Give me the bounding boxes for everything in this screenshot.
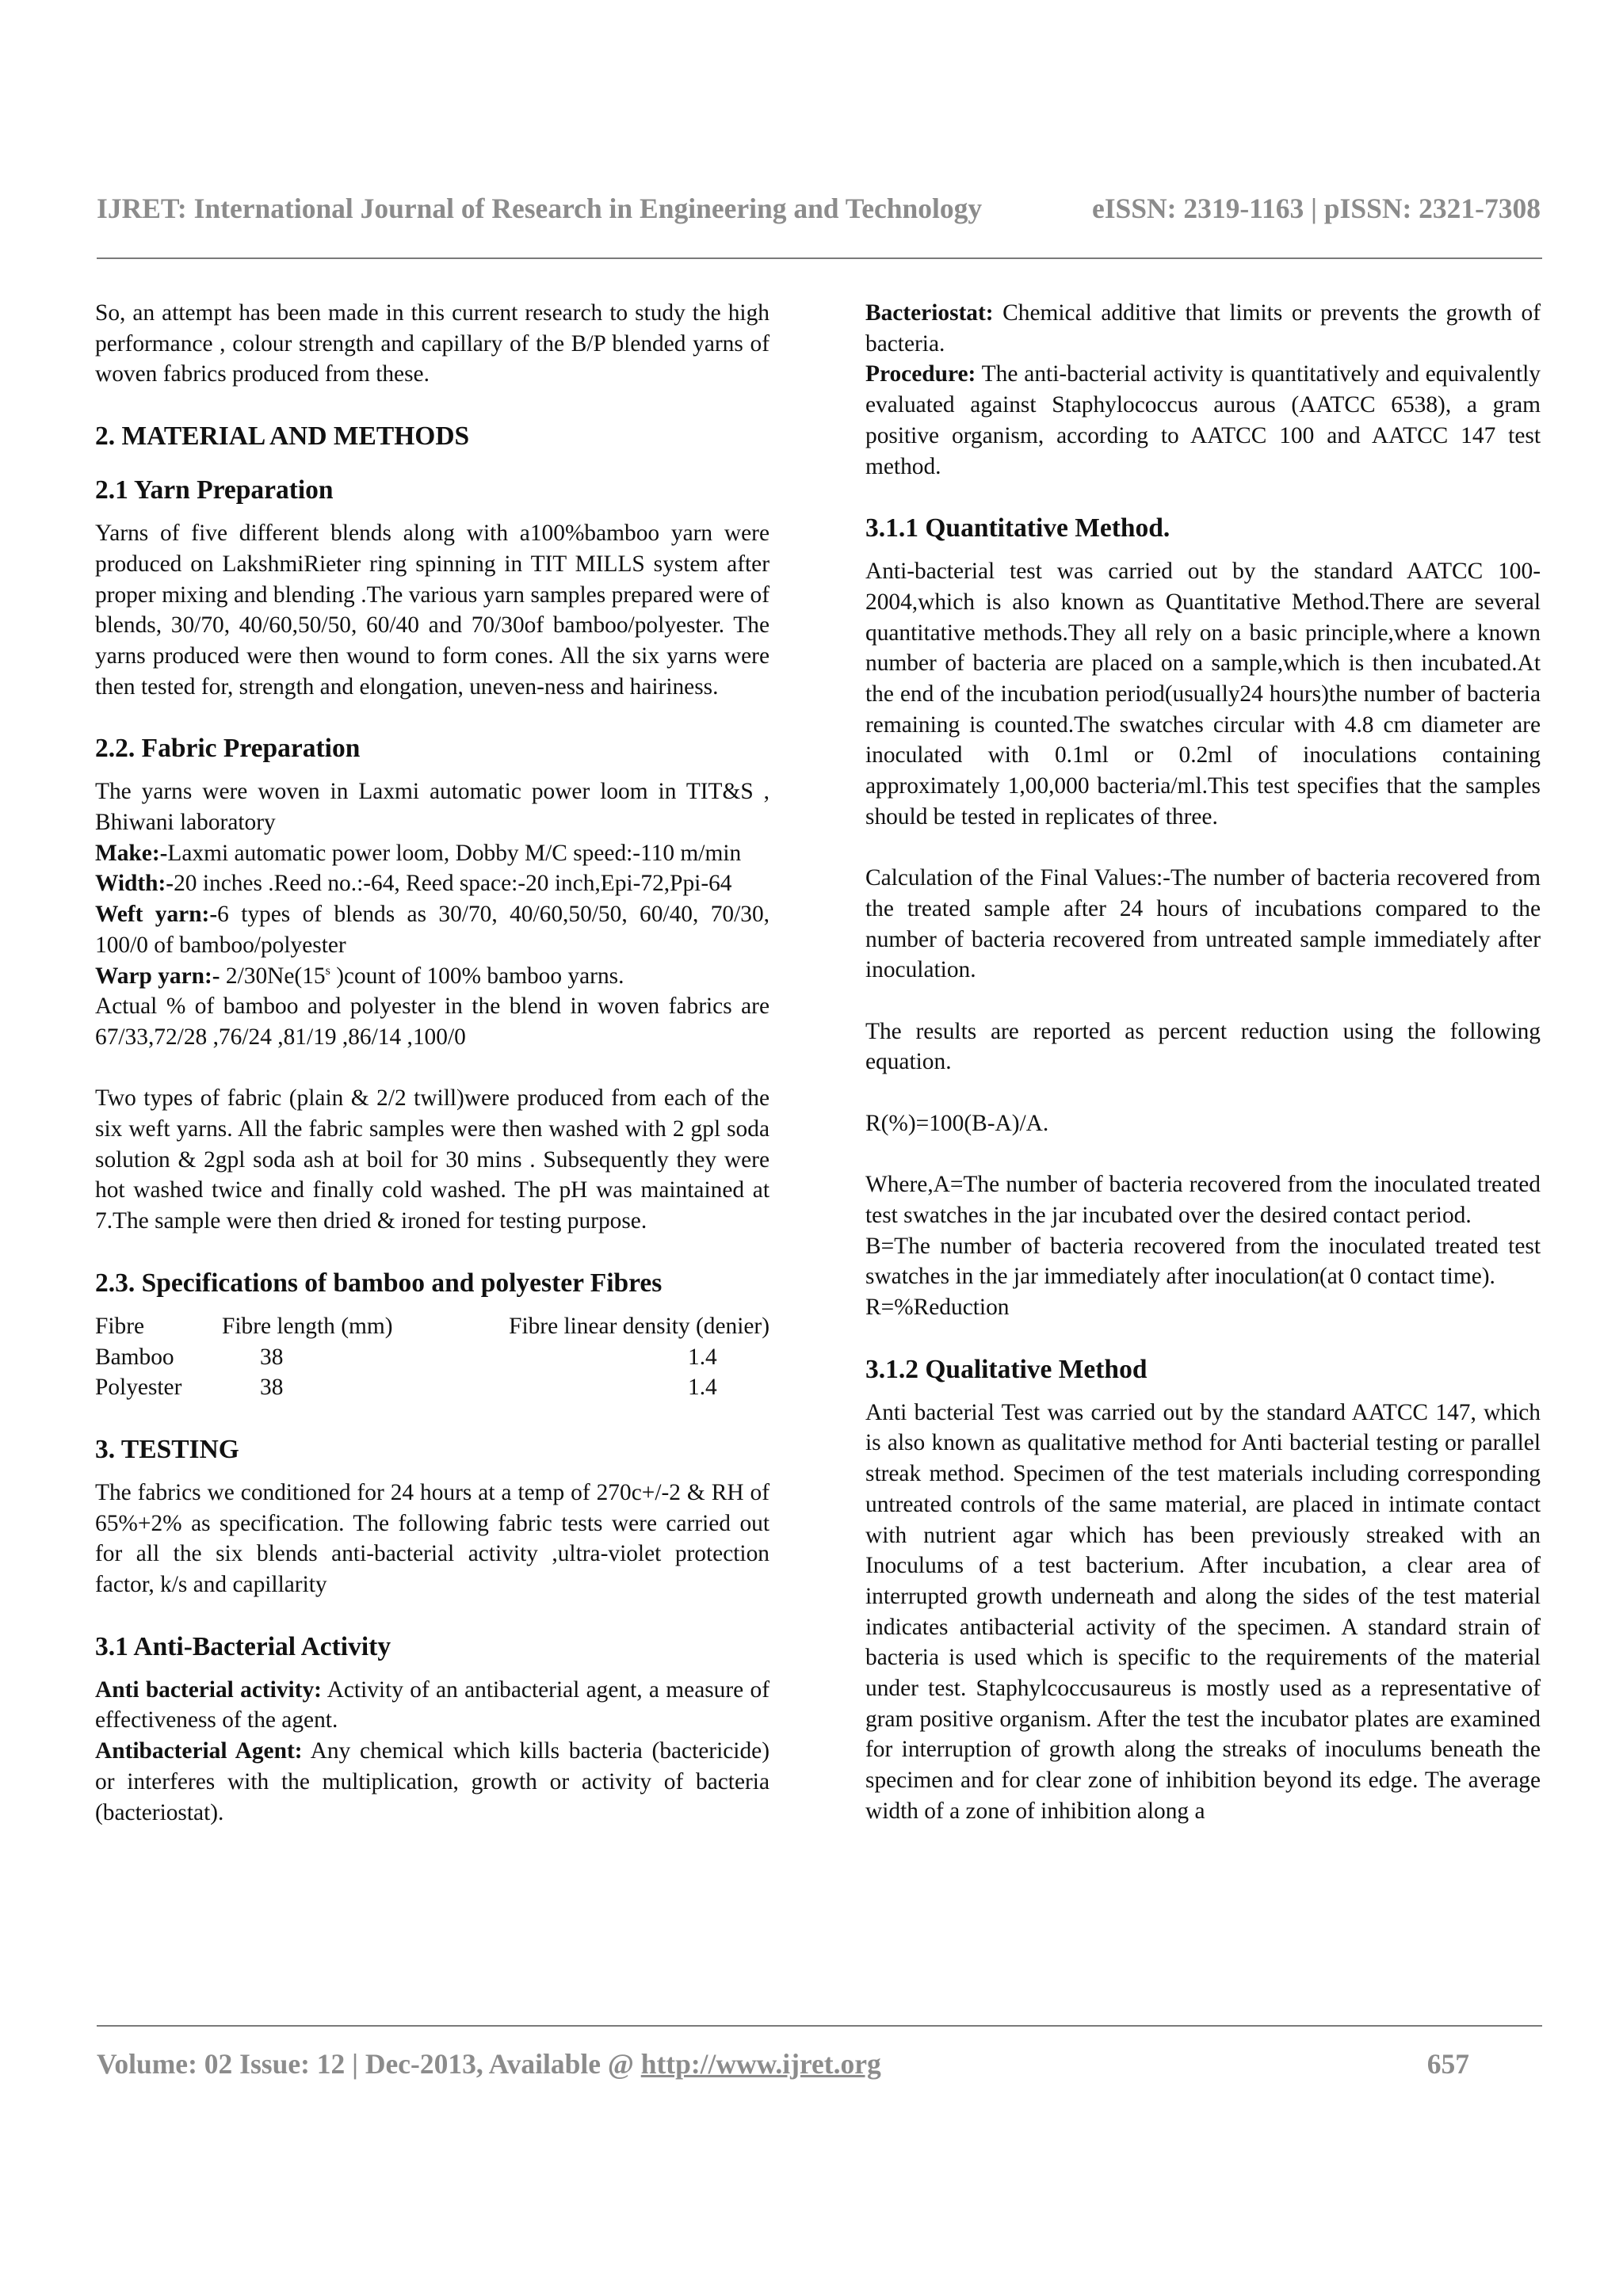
quantitative-paragraph: Anti-bacterial test was carried out by the standard AATCC 100-2004,which is also known as Quantitative Method.There are several quantitative methods.They all rely on a basic principle,where a known number of bacteria are placed on a sample,which is then incubated.At the end of the incubation period(usually24 hours)the number of bacteria remaining is counted.The swatches circular with 4.8 cm diameter are inoculated with 0.1ml or 0.2ml of inoculations containing approximately 1,00,000 bacteria/ml.This test specifies that the samples should be tested in replicates of three. [865,559,1541,830]
spec-cell-length: 38 [260,1375,284,1401]
page-number: 657 [1426,2048,1469,2080]
weft-text: 6 types of blends as 30/70, 40/60,50/50, 60/40, 70/30, 100/0 of bamboo/polyester [95,902,769,958]
section-heading-testing: 3. TESTING [95,1434,239,1464]
proc-label: Procedure: [865,361,976,387]
spec-cell-density: 1.4 [688,1375,717,1401]
volume-info [97,2047,881,2081]
bstat-text: Chemical additive that limits or prevents the growth of bacteria. [865,300,1541,357]
weft-line [95,899,769,960]
issn-info: eISSN: 2319-1163 | pISSN: 2321-7308 [1091,193,1541,224]
section-heading-spec: 2.3. Specifications of bamboo and polyester Fibres [95,1268,663,1298]
spec-header-length: Fibre length (mm) [222,1313,393,1339]
spec-cell-fibre: Polyester [95,1375,182,1401]
abact-text: Activity of an antibacterial agent, a measure of effectiveness of the agent. [95,1676,769,1733]
left-column [95,298,769,1828]
warp-label: Warp yarn:- [95,963,220,989]
spec-cell-length: 38 [260,1344,284,1370]
section-heading-yarn: 2.1 Yarn Preparation [95,475,334,505]
abact-label: Anti bacterial activity: [95,1676,322,1703]
section-heading-quantitative: 3.1.1 Quantitative Method. [865,513,1170,543]
section-heading-antibacterial: 3.1 Anti-Bacterial Activity [95,1631,391,1661]
results-paragraph: The results are reported as percent reduction using the following equation. [865,1018,1541,1075]
procedure-paragraph [865,359,1541,482]
weft-label: Weft yarn:- [95,902,218,928]
make-label: Make:- [95,840,168,866]
section-heading-qualitative: 3.1.2 Qualitative Method [865,1354,1148,1384]
proc-text: The anti-bacterial activity is quantitatively and equivalently evaluated against Staphylococcus aurous (AATCC 6538), a gram positive organism, according to AATCC 100 and AATCC 147 test method. [865,361,1541,479]
make-text: Laxmi automatic power loom, Dobby M/C speed:-110 m/min [167,840,742,866]
antibacterial-agent-def [95,1736,769,1828]
bstat-label: Bacteriostat: [865,300,994,326]
agent-label: Antibacterial Agent: [95,1738,303,1764]
running-footer [97,2047,1469,2081]
where-b-definition: B=The number of bacteria recovered from the inoculated treated test swatches in the jar immediately after inoculation(at 0 contact time). [865,1233,1541,1290]
running-header [97,192,1541,225]
calculation-paragraph: Calculation of the Final Values:-The number of bacteria recovered from the treated sample after 24 hours of incubations compared to the number of bacteria recovered from untreated sample immediately after inoculation. [865,865,1541,983]
actual-blend-paragraph: Actual % of bamboo and polyester in the blend in woven fabrics are 67/33,72/28 ,76/24 ,81/19 ,86/14 ,100/0 [95,994,769,1050]
width-text: 20 inches .Reed no.:-64, Reed space:-20 inch,Epi-72,Ppi-64 [174,871,732,897]
spec-header-density: Fibre linear density (denier) [509,1313,769,1339]
width-label: Width:- [95,871,174,897]
spec-table [95,1311,769,1403]
testing-paragraph: The fabrics we conditioned for 24 hours at a temp of 270c+/-2 & RH of 65%+2% as specification. The following fabric tests were carried out for all the six blends anti-bacterial activity ,ultra-violet protection factor, k/s and capillarity [95,1479,769,1598]
qualitative-paragraph: Anti bacterial Test was carried out by the standard AATCC 147, which is also known as qualitative method for Anti bacterial testing or parallel streak method. Specimen of the test materials including corresponding untreated controls of the same material, are placed in intimate contact with nutrient agar which has been previously streaked with an Inoculums of a test bacterium. After incubation, a clear area of interrupted growth underneath and along the sides of the test material indicates antibacterial activity of the specimen. A standard strain of bacteria is used which is specific to the requirements of the material under test. Staphylcoccusaureus is mostly used as a representative of gram positive organism. After the test the incubator plates are examined for interruption of growth along the streaks of inoculums beneath the specimen and for clear zone of inhibition beyond its edge. The average width of a zone of inhibition along a [865,1399,1541,1824]
section-heading-fabric: 2.2. Fabric Preparation [95,734,361,764]
where-a-definition: Where,A=The number of bacteria recovered from the inoculated treated test swatches in the jar incubated over the desired contact period. [865,1172,1541,1228]
antibacterial-activity-def [95,1675,769,1736]
journal-link[interactable]: http://www.ijret.org [640,2048,881,2080]
section-heading-material: 2. MATERIAL AND METHODS [95,421,470,452]
intro-paragraph: So, an attempt has been made in this current research to study the high performance , colour strength and capillary of the B/P blended yarns of woven fabrics produced from these. [95,300,769,387]
bacteriostat-def [865,298,1541,359]
right-column [865,298,1541,1827]
journal-title: IJRET: International Journal of Research in Engineering and Technology [97,193,983,224]
yarn-paragraph: Yarns of five different blends along with a100%bamboo yarn were produced on LakshmiRieter ring spinning in TIT MILLS system after proper mixing and blending .The various yarn samples prepared were of blends, 30/70, 40/60,50/50, 60/40 and 70/30of bamboo/polyester. The yarns produced were then wound to form cones. All the six yarns were then tested for, strength and elongation, uneven-ness and hairiness. [95,521,769,700]
warp-superscript: s [325,963,330,978]
make-line [95,838,769,869]
spec-table-header-row [95,1311,769,1342]
where-r-definition: R=%Reduction [865,1295,1010,1321]
spec-cell-density: 1.4 [688,1344,717,1370]
spec-cell-fibre: Bamboo [95,1344,174,1370]
warp-line [95,961,769,992]
agent-text: Any chemical which kills bacteria (bactericide) or interferes with the multiplication, growth or activity of bacteria (bacteriostat). [95,1738,769,1825]
header-divider [97,257,1542,259]
volume-text: Volume: 02 Issue: 12 | Dec-2013, Available @ [97,2048,641,2080]
warp-text-b: )count of 100% bamboo yarns. [330,963,624,989]
width-line [95,868,769,899]
warp-text-a: 2/30Ne(15 [220,963,326,989]
table-row [95,1342,769,1373]
reduction-equation: R(%)=100(B-A)/A. [865,1110,1049,1136]
footer-divider [97,2025,1542,2027]
fabric-paragraph: The yarns were woven in Laxmi automatic power loom in TIT&S , Bhiwani laboratory [95,779,769,836]
table-row [95,1372,769,1403]
spec-header-fibre: Fibre [95,1313,145,1339]
twill-paragraph: Two types of fabric (plain & 2/2 twill)were produced from each of the six weft yarns. All the fabric samples were then washed with 2 gpl soda solution & 2gpl soda ash at boil for 30 mins . Subsequently they were hot washed twice and finally cold washed. The pH was maintained at 7.The sample were then dried & ironed for testing purpose. [95,1085,769,1234]
